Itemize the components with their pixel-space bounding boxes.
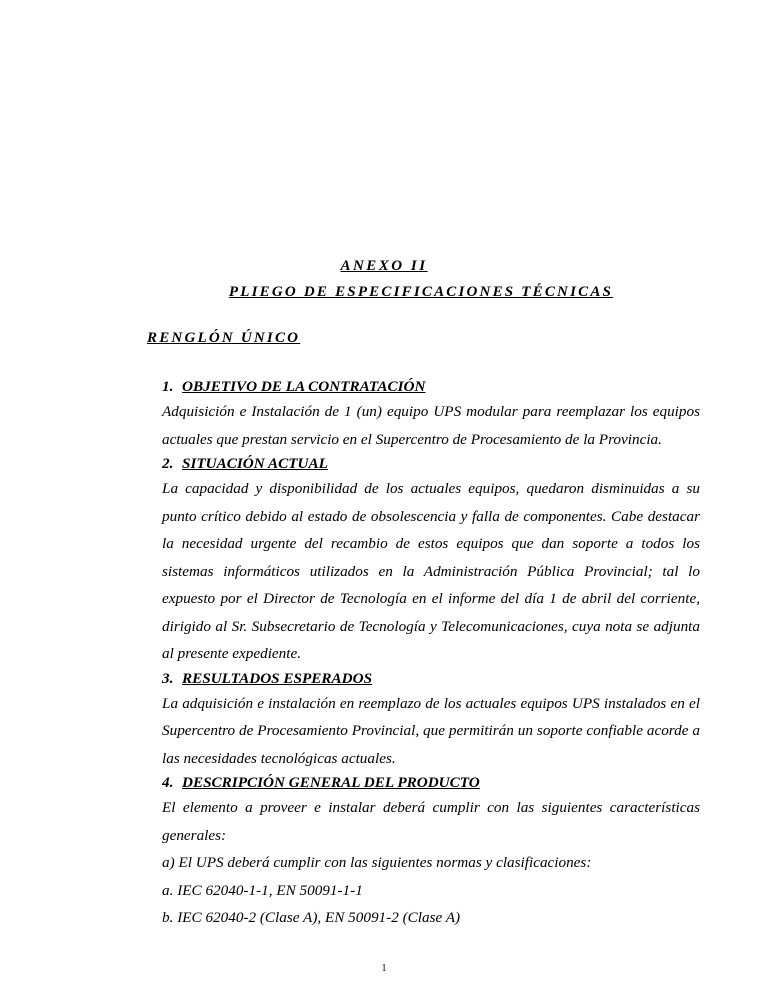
- list-item: b. IEC 62040-2 (Clase A), EN 50091-2 (Clase A): [162, 909, 461, 926]
- section-title: 4. DESCRIPCIÓN GENERAL DEL PRODUCTO: [162, 774, 480, 791]
- annex-heading: ANEXO II: [340, 258, 428, 274]
- section-objetivo: [162, 376, 700, 453]
- section-situacion: [162, 453, 700, 668]
- section-text: La adquisición e instalación en reemplazo de los actuales equipos UPS instalados en el Supercentro de Procesamiento Provincial, que permitirán un soporte confiable acorde a las necesidades tecnológicas actuales.: [162, 694, 700, 767]
- section-text: La capacidad y disponibilidad de los actuales equipos, quedaron disminuidas a su punto crítico debido al estado de obsolescencia y falla de componentes. Cabe destacar la necesidad urgente del recambio de estos equipos que dan soporte a todos los sistemas informáticos utilizados en la Administración Pública Provincial; tal lo expuesto por el Director de Tecnología en el informe del día 1 de abril del corriente, dirigido al Sr. Subsecretario de Tecnología y Telecomunicaciones, cuya nota se adjunta al presente expediente.: [162, 480, 700, 662]
- section-descripcion: [162, 772, 700, 849]
- list-item: a. IEC 62040-1-1, EN 50091-1-1: [162, 881, 363, 899]
- section-title: 2. SITUACIÓN ACTUAL: [162, 455, 328, 472]
- section-title: 3. RESULTADOS ESPERADOS: [162, 669, 373, 687]
- renglon-heading: RENGLÓN ÚNICO: [147, 330, 301, 346]
- page-number: 1: [381, 963, 387, 974]
- section-text: El elemento a proveer e instalar deberá cumplir con las siguientes características generales:: [162, 799, 700, 844]
- document-body: [162, 376, 700, 932]
- document-title: PLIEGO DE ESPECIFICACIONES TÉCNICAS: [228, 284, 614, 300]
- list-item: a) El UPS deberá cumplir con las siguientes normas y clasificaciones:: [162, 854, 592, 871]
- section-title: 1. OBJETIVO DE LA CONTRATACIÓN: [162, 378, 426, 395]
- section-text: Adquisición e Instalación de 1 (un) equipo UPS modular para reemplazar los equipos actuales que prestan servicio en el Supercentro de Procesamiento de la Provincia.: [162, 403, 700, 448]
- section-resultados: [162, 668, 700, 773]
